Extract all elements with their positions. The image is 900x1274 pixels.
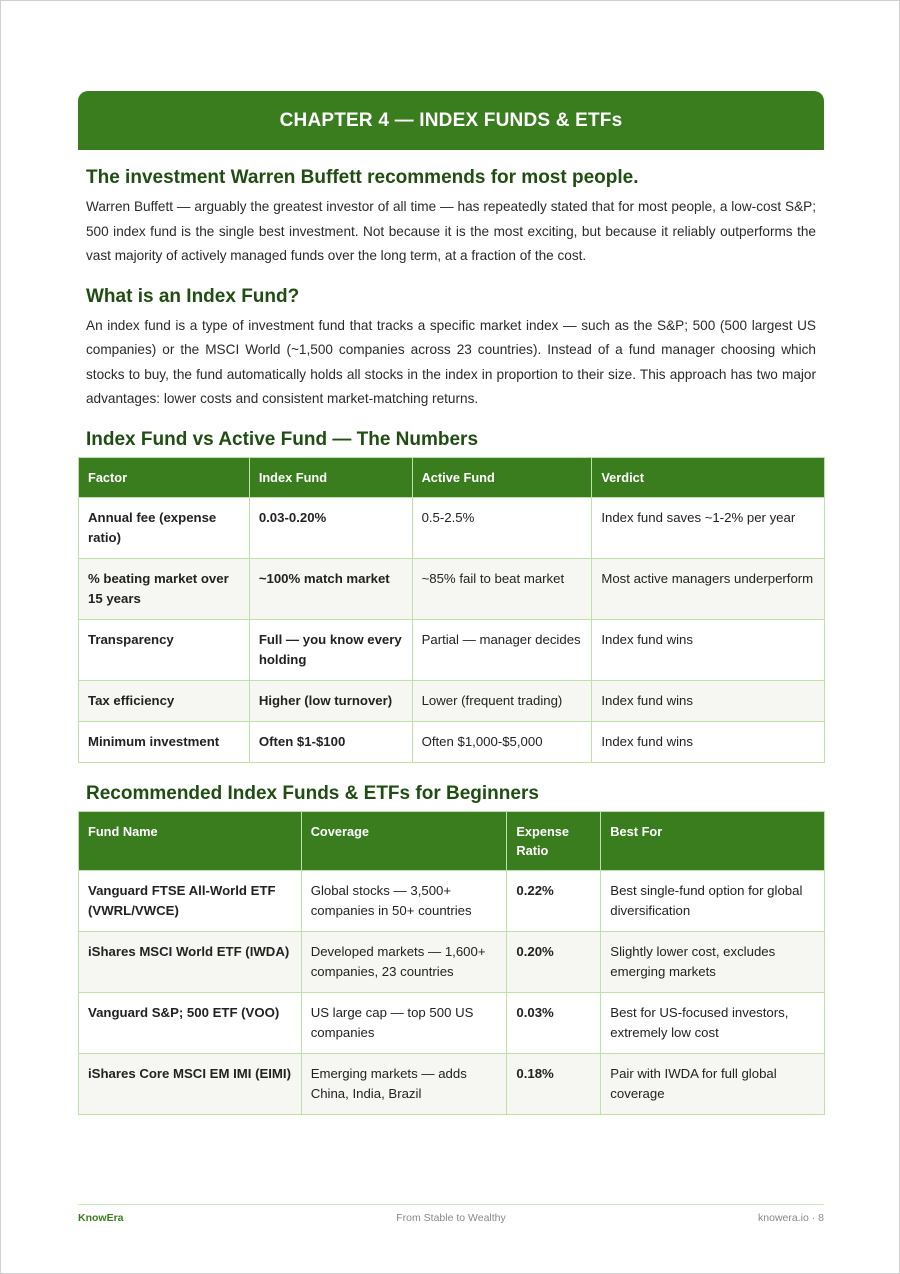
footer-divider: [78, 1204, 824, 1205]
section-buffett: [86, 167, 816, 269]
table-cell: Index fund wins: [592, 680, 825, 721]
table-cell: Most active managers underperform: [592, 558, 825, 619]
table-cell: Global stocks — 3,500+ companies in 50+ countries: [301, 870, 507, 931]
main-content: [86, 167, 816, 1115]
table-row: [79, 931, 825, 992]
column-header: Coverage: [301, 811, 507, 870]
table-row: [79, 680, 825, 721]
table-row: [79, 558, 825, 619]
table-cell: Index fund wins: [592, 721, 825, 762]
table-cell: Index fund wins: [592, 619, 825, 680]
table-header-row: [79, 457, 825, 497]
table-row: [79, 1053, 825, 1114]
section-paragraph: An index fund is a type of investment fund that tracks a specific market index — such as the S&P; 500 (500 largest US companies) or the MSCI World (~1,500 companies across 23 countries). Instead of a fund manager choosing which stocks to buy, the fund automatically holds all stocks in the index in proportion to their size. This approach has two major advantages: lower costs and consistent market-matching returns.: [86, 317, 816, 406]
column-header: Fund Name: [79, 811, 302, 870]
section-paragraph: Warren Buffett — arguably the greatest investor of all time — has repeatedly stated that for most people, a low-cost S&P; 500 index fund is the single best investment. Not because it is the most exciting, but because it reliably outperforms the vast majority of actively managed funds over the long term, at a fraction of the cost.: [86, 199, 816, 263]
table-row: [79, 992, 825, 1053]
column-header: Active Fund: [412, 457, 592, 497]
table-cell: Vanguard S&P; 500 ETF (VOO): [79, 992, 302, 1053]
table-cell: Best single-fund option for global diversification: [601, 870, 825, 931]
table-row: [79, 619, 825, 680]
comparison-table: [78, 457, 825, 763]
column-header: Expense Ratio: [507, 811, 601, 870]
chapter-banner: CHAPTER 4 — INDEX FUNDS & ETFs: [78, 91, 824, 150]
column-header: Index Fund: [249, 457, 412, 497]
column-header: Best For: [601, 811, 825, 870]
table-cell: US large cap — top 500 US companies: [301, 992, 507, 1053]
table-cell: Emerging markets — adds China, India, Brazil: [301, 1053, 507, 1114]
table-cell: 0.18%: [507, 1053, 601, 1114]
footer-site-page: knowera.io · 8: [758, 1212, 824, 1224]
table-row: [79, 721, 825, 762]
table-cell: Tax efficiency: [79, 680, 250, 721]
section-recommended: [86, 783, 816, 1115]
table-cell: % beating market over 15 years: [79, 558, 250, 619]
table-header-row: [79, 811, 825, 870]
table-cell: Best for US-focused investors, extremely low cost: [601, 992, 825, 1053]
recommended-funds-table: [78, 811, 825, 1115]
section-what-is-index-fund: [86, 286, 816, 412]
table-cell: Full — you know every holding: [249, 619, 412, 680]
section-heading: Index Fund vs Active Fund — The Numbers: [86, 428, 479, 450]
column-header: Verdict: [592, 457, 825, 497]
table-cell: Annual fee (expense ratio): [79, 497, 250, 558]
table-cell: Minimum investment: [79, 721, 250, 762]
table-cell: 0.03%: [507, 992, 601, 1053]
table-row: [79, 497, 825, 558]
footer-book-title: From Stable to Wealthy: [396, 1212, 506, 1224]
table-cell: ~85% fail to beat market: [412, 558, 592, 619]
table-cell: iShares MSCI World ETF (IWDA): [79, 931, 302, 992]
table-cell: 0.03-0.20%: [249, 497, 412, 558]
table-cell: Vanguard FTSE All-World ETF (VWRL/VWCE): [79, 870, 302, 931]
table-cell: 0.20%: [507, 931, 601, 992]
table-cell: ~100% match market: [249, 558, 412, 619]
table-cell: Partial — manager decides: [412, 619, 592, 680]
section-heading: The investment Warren Buffett recommends for most people.: [86, 167, 639, 188]
table-cell: Often $1,000-$5,000: [412, 721, 592, 762]
table-cell: Index fund saves ~1-2% per year: [592, 497, 825, 558]
table-cell: Often $1-$100: [249, 721, 412, 762]
section-comparison: [86, 429, 816, 763]
table-cell: 0.22%: [507, 870, 601, 931]
table-cell: Slightly lower cost, excludes emerging markets: [601, 931, 825, 992]
section-heading: What is an Index Fund?: [86, 285, 300, 307]
table-cell: Transparency: [79, 619, 250, 680]
table-row: [79, 870, 825, 931]
table-cell: iShares Core MSCI EM IMI (EIMI): [79, 1053, 302, 1114]
table-cell: 0.5-2.5%: [412, 497, 592, 558]
table-cell: Pair with IWDA for full global coverage: [601, 1053, 825, 1114]
table-cell: Lower (frequent trading): [412, 680, 592, 721]
section-heading: Recommended Index Funds & ETFs for Beginners: [86, 782, 539, 804]
table-cell: Developed markets — 1,600+ companies, 23 countries: [301, 931, 507, 992]
column-header: Factor: [79, 457, 250, 497]
table-cell: Higher (low turnover): [249, 680, 412, 721]
footer-brand: KnowEra: [78, 1212, 124, 1224]
